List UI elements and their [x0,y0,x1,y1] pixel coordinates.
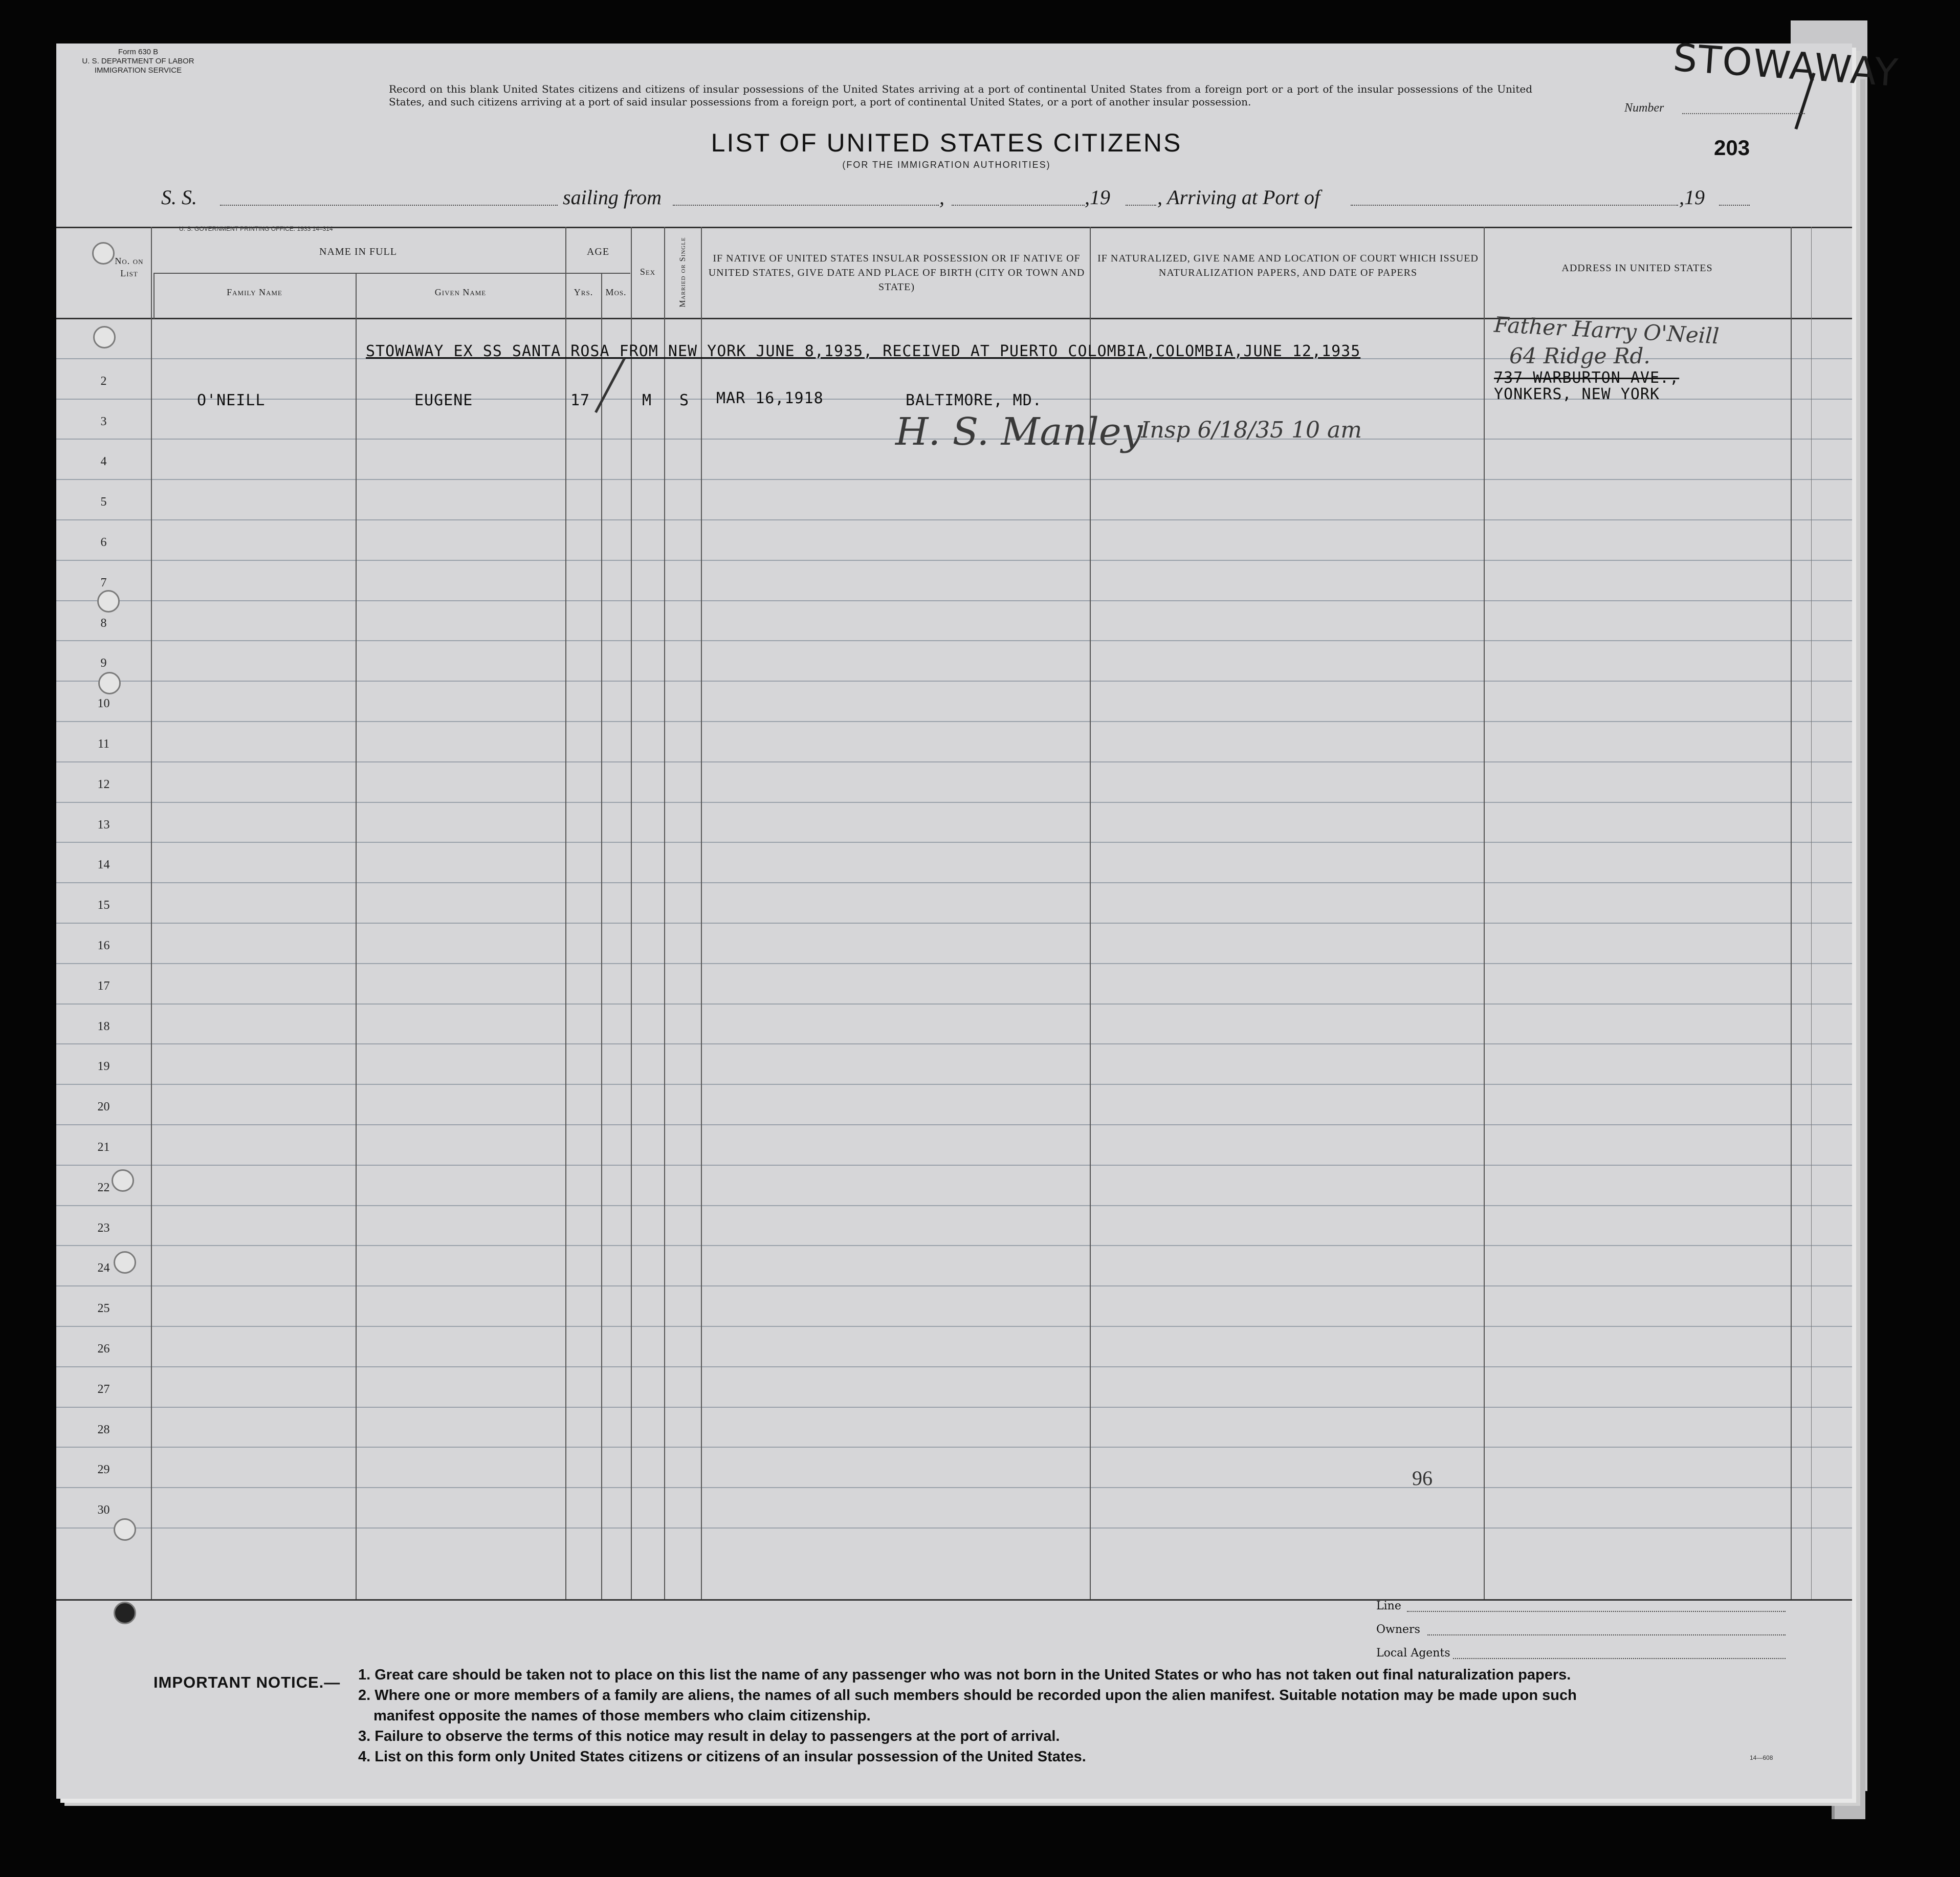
number-label: Number [1624,101,1664,115]
binder-hole [114,1518,136,1541]
row-rule [56,640,1852,641]
comma-1: , [939,186,944,209]
page-number: 203 [1714,136,1750,160]
stamp-number: 96 [1412,1467,1433,1490]
line-blank [1407,1611,1786,1612]
form-code: 14—608 [1750,1754,1773,1761]
notice-item-1: 1. Great care should be taken not to place on this list the name of any passenger who was not born in the United States or who has not taken out final naturalization papers. [358,1667,1571,1683]
sailing-from-label: sailing from [563,186,662,209]
row-rule [56,1366,1852,1367]
col-rule-mos [631,227,632,1599]
address-typed-street: 737 WARBURTON AVE., [1494,369,1680,387]
important-notice-heading: IMPORTANT NOTICE.— [153,1673,341,1691]
header-age: AGE [586,246,610,257]
row-rule [56,560,1852,561]
row-number: 2 [100,374,107,388]
row-number: 26 [97,1342,110,1356]
arrival-year-blank [1719,205,1750,206]
header-address: ADDRESS IN UNITED STATES [1561,263,1713,274]
service: IMMIGRATION SERVICE [94,66,182,75]
header-sex: Sex [640,267,656,277]
row-number: 11 [97,737,110,751]
row-rule [56,842,1852,843]
marital-cell: S [679,391,690,409]
row-number: 9 [100,657,107,670]
record-instructions: Record on this blank United States citizens and citizens of insular possessions of the United States arriving at a port of continental United States from a foreign port or a port of the insular possessions of the United States, and such citizens arriving at a port of said insular possessions from a foreign port, a port of continental United States, or a port of another insular possession. [389,83,1532,108]
row-rule [56,1084,1852,1085]
number-line [1682,113,1805,114]
sex-cell: M [642,391,652,409]
row-number: 30 [97,1503,110,1517]
row-number: 8 [100,616,107,630]
col-rule-naturalized [1484,227,1485,1599]
passenger-table [56,227,1852,1599]
binder-hole [97,590,120,613]
row-number: 15 [97,899,110,912]
age-years-cell: 17 [570,391,590,409]
row-rule [56,1003,1852,1005]
printing-office-code: U. S. GOVERNMENT PRINTING OFFICE: 1933 14–314 [179,225,333,232]
sailing-port-blank [673,205,939,206]
row-number: 12 [97,777,110,791]
address-handwritten-street: 64 Ridge Rd. [1509,343,1650,368]
row-number: 4 [100,455,107,469]
department: U. S. DEPARTMENT OF LABOR [82,57,194,66]
row-rule [56,1487,1852,1488]
sailing-date-blank [952,205,1085,206]
stowaway-handwritten-tag: STOWAWAY [1671,35,1900,96]
header-no-on-list: No. on List [115,256,144,278]
row-number: 25 [97,1302,110,1316]
row-rule [56,1124,1852,1125]
ss-name-blank [220,205,558,206]
given-name-cell: EUGENE [414,391,473,409]
inspector-signature: H. S. Manley [895,410,1143,454]
row-number: 29 [97,1463,110,1477]
row-number: 3 [100,414,107,428]
binder-hole [114,1251,136,1274]
notice-item-4: 4. List on this form only United States citizens or citizens of an insular possession of the United States. [358,1749,1086,1765]
row-rule [56,681,1852,682]
address-handwritten-father: Father Harry O'Neill [1493,312,1720,349]
checkmark-stroke [594,358,626,413]
binder-hole [114,1602,136,1624]
row-number: 23 [97,1221,110,1235]
ss-label: S. S. [161,186,197,209]
sailing-year-label: ,19 [1085,186,1110,209]
owners-blank [1427,1634,1786,1635]
table-bottom-rule [56,1599,1852,1601]
row-rule [56,1326,1852,1327]
notice-item-3: 3. Failure to observe the terms of this notice may result in delay to passengers at the port of arrival. [358,1728,1060,1744]
sailing-year-blank [1126,205,1156,206]
owners-label: Owners [1376,1623,1420,1636]
row-rule [56,1043,1852,1044]
col-rule-address [1791,227,1792,1599]
page-subtitle: (FOR THE IMMIGRATION AUTHORITIES) [842,160,1051,170]
arrival-port-blank [1351,205,1678,206]
row-rule [56,1447,1852,1448]
row-rule [56,1205,1852,1206]
family-name-cell: O'NEILL [197,391,266,409]
binder-hole [92,242,115,265]
local-agents-label: Local Agents [1376,1647,1450,1660]
row-rule [56,963,1852,964]
form-number: Form 630 B [118,48,159,56]
line-label: Line [1376,1600,1401,1612]
col-rule-no [151,227,152,1599]
row-number: 24 [97,1261,110,1275]
row-number: 5 [100,495,107,509]
col-rule-married [701,227,702,1599]
col-rule-yrs [601,274,602,1599]
row-rule [56,519,1852,520]
address-typed-city: YONKERS, NEW YORK [1494,385,1660,403]
col-rule-sex [664,227,665,1599]
stowaway-note: STOWAWAY EX SS SANTA ROSA FROM NEW YORK JUNE 8,1935, RECEIVED AT PUERTO COLOMBIA,COLOMBIA,JUNE 12,1935 [366,342,1361,360]
row-number: 14 [97,858,110,872]
row-number: 18 [97,1019,110,1033]
row-number: 13 [97,818,110,832]
row-number: 16 [97,939,110,952]
row-number: 22 [97,1181,110,1194]
row-rule [56,479,1852,480]
header-name-in-full: NAME IN FULL [319,246,397,257]
row-number: 20 [97,1100,110,1114]
header-yrs: Yrs. [574,287,593,297]
local-agents-blank [1453,1658,1786,1659]
col-rule-margin [1811,227,1812,1599]
row-rule [56,802,1852,803]
row-number: 6 [100,536,107,549]
header-family-name: Family Name [227,287,282,297]
col-rule-given [565,227,566,1599]
row-number: 7 [100,576,107,590]
row-rule [56,1245,1852,1246]
birth-date-cell: MAR 16,1918 [716,389,824,407]
row-rule [56,1407,1852,1408]
row-rule [56,1165,1852,1166]
form-identifier [61,48,215,75]
arrival-year-label: ,19 [1679,186,1705,209]
notice-item-2: 2. Where one or more members of a family are aliens, the names of all such members should be recorded upon the alien manifest. Suitable notation may be made upon such [358,1687,1577,1704]
row-number: 27 [97,1382,110,1396]
row-rule [56,923,1852,924]
row-number: 28 [97,1423,110,1436]
row-rule [56,1527,1852,1529]
inspector-note: Insp 6/18/35 10 am [1141,417,1362,443]
table-top-rule [56,227,1852,228]
row-rule [56,721,1852,722]
arriving-label: , Arriving at Port of [1157,186,1320,209]
row-rule [56,761,1852,762]
binder-hole [112,1169,134,1192]
birth-place-cell: BALTIMORE, MD. [906,391,1042,409]
header-married-single: Married or Single [678,237,687,308]
row-number: 17 [97,979,110,993]
row-rule [56,1285,1852,1286]
col-rule-family [356,274,357,1599]
page-title: LIST OF UNITED STATES CITIZENS [711,128,1182,157]
header-birth: IF NATIVE OF UNITED STATES INSULAR POSSESSION OR IF NATIVE OF UNITED STATES, GIVE DATE AND PLACE OF BIRTH (CITY OR TOWN AND STATE) [708,253,1085,293]
binder-hole [93,326,116,348]
row-rule [56,882,1852,883]
row-rule [56,600,1852,601]
header-naturalized: IF NATURALIZED, GIVE NAME AND LOCATION OF COURT WHICH ISSUED NATURALIZATION PAPERS, AND DATE OF PAPERS [1097,253,1479,278]
header-given-name: Given Name [434,287,487,297]
binder-hole [98,672,121,694]
row-number: 10 [97,697,110,711]
row-number: 19 [97,1060,110,1074]
row-number: 21 [97,1141,110,1154]
notice-item-2-cont: manifest opposite the names of those members who claim citizenship. [373,1708,871,1724]
header-mos: Mos. [605,287,627,297]
